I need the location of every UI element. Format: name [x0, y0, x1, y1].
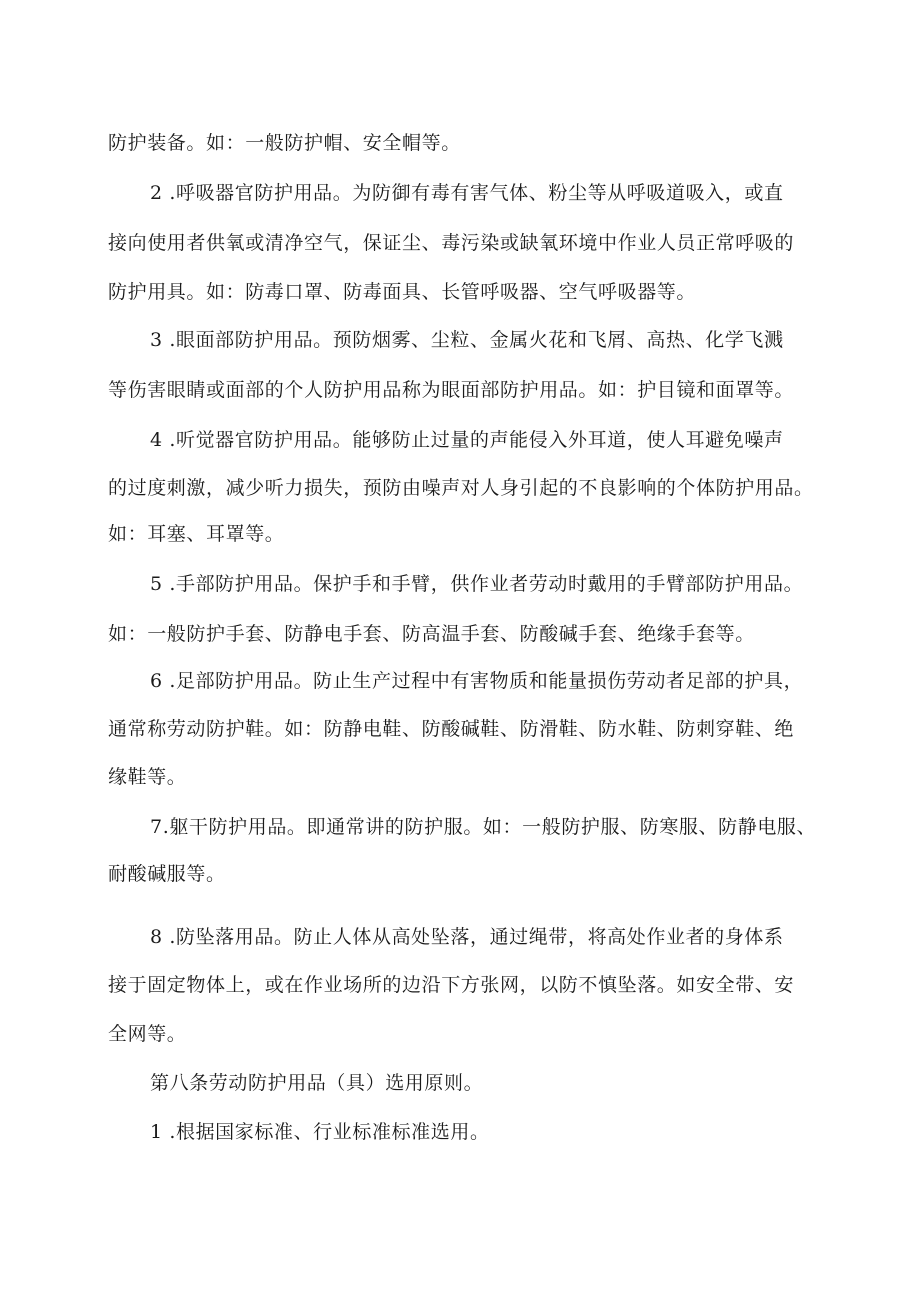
text-line: 4 .听觉器官防护用品。能够防止过量的声能侵入外耳道，使人耳避免噪声 [150, 429, 784, 451]
text-line: 1 .根据国家标准、行业标准标准选用。 [150, 1121, 490, 1143]
text-line: 防护用具。如：防毒口罩、防毒面具、长管呼吸器、空气呼吸器等。 [108, 281, 697, 303]
text-line: 如：耳塞、耳罩等。 [108, 523, 285, 545]
text-line: 5 .手部防护用品。保护手和手臂，供作业者劳动时戴用的手臂部防护用品。 [150, 573, 804, 595]
text-line: 等伤害眼睛或面部的个人防护用品称为眼面部防护用品。如：护目镜和面罩等。 [108, 379, 795, 401]
text-line: 缘鞋等。 [108, 766, 187, 788]
text-line: 6 .足部防护用品。防止生产过程中有害物质和能量损伤劳动者足部的护具， [150, 670, 804, 692]
text-line: 3 .眼面部防护用品。预防烟雾、尘粒、金属火花和飞屑、高热、化学飞溅 [150, 329, 784, 351]
text-line: 防护装备。如：一般防护帽、安全帽等。 [108, 132, 461, 154]
text-line: 耐酸碱服等。 [108, 863, 226, 885]
text-line: 接于固定物体上，或在作业场所的边沿下方张网，以防不慎坠落。如安全带、安 [108, 974, 795, 996]
text-line: 通常称劳动防护鞋。如：防静电鞋、防酸碱鞋、防滑鞋、防水鞋、防刺穿鞋、绝 [108, 718, 795, 740]
text-line: 7.躯干防护用品。即通常讲的防护服。如：一般防护服、防寒服、防静电服、 [150, 816, 817, 838]
text-line: 2 .呼吸器官防护用品。为防御有毒有害气体、粉尘等从呼吸道吸入，或直 [150, 182, 784, 204]
text-line: 如：一般防护手套、防静电手套、防高温手套、防酸碱手套、绝缘手套等。 [108, 623, 755, 645]
text-line: 接向使用者供氧或清净空气，保证尘、毒污染或缺氧环境中作业人员正常呼吸的 [108, 232, 795, 254]
text-line: 8 .防坠落用品。防止人体从高处坠落，通过绳带，将高处作业者的身体系 [150, 926, 784, 948]
text-line: 的过度刺激，减少听力损失，预防由噪声对人身引起的不良影响的个体防护用品。 [108, 477, 814, 499]
section-heading: 第八条劳动防护用品（具）选用原则。 [150, 1072, 484, 1094]
text-line: 全网等。 [108, 1023, 187, 1045]
